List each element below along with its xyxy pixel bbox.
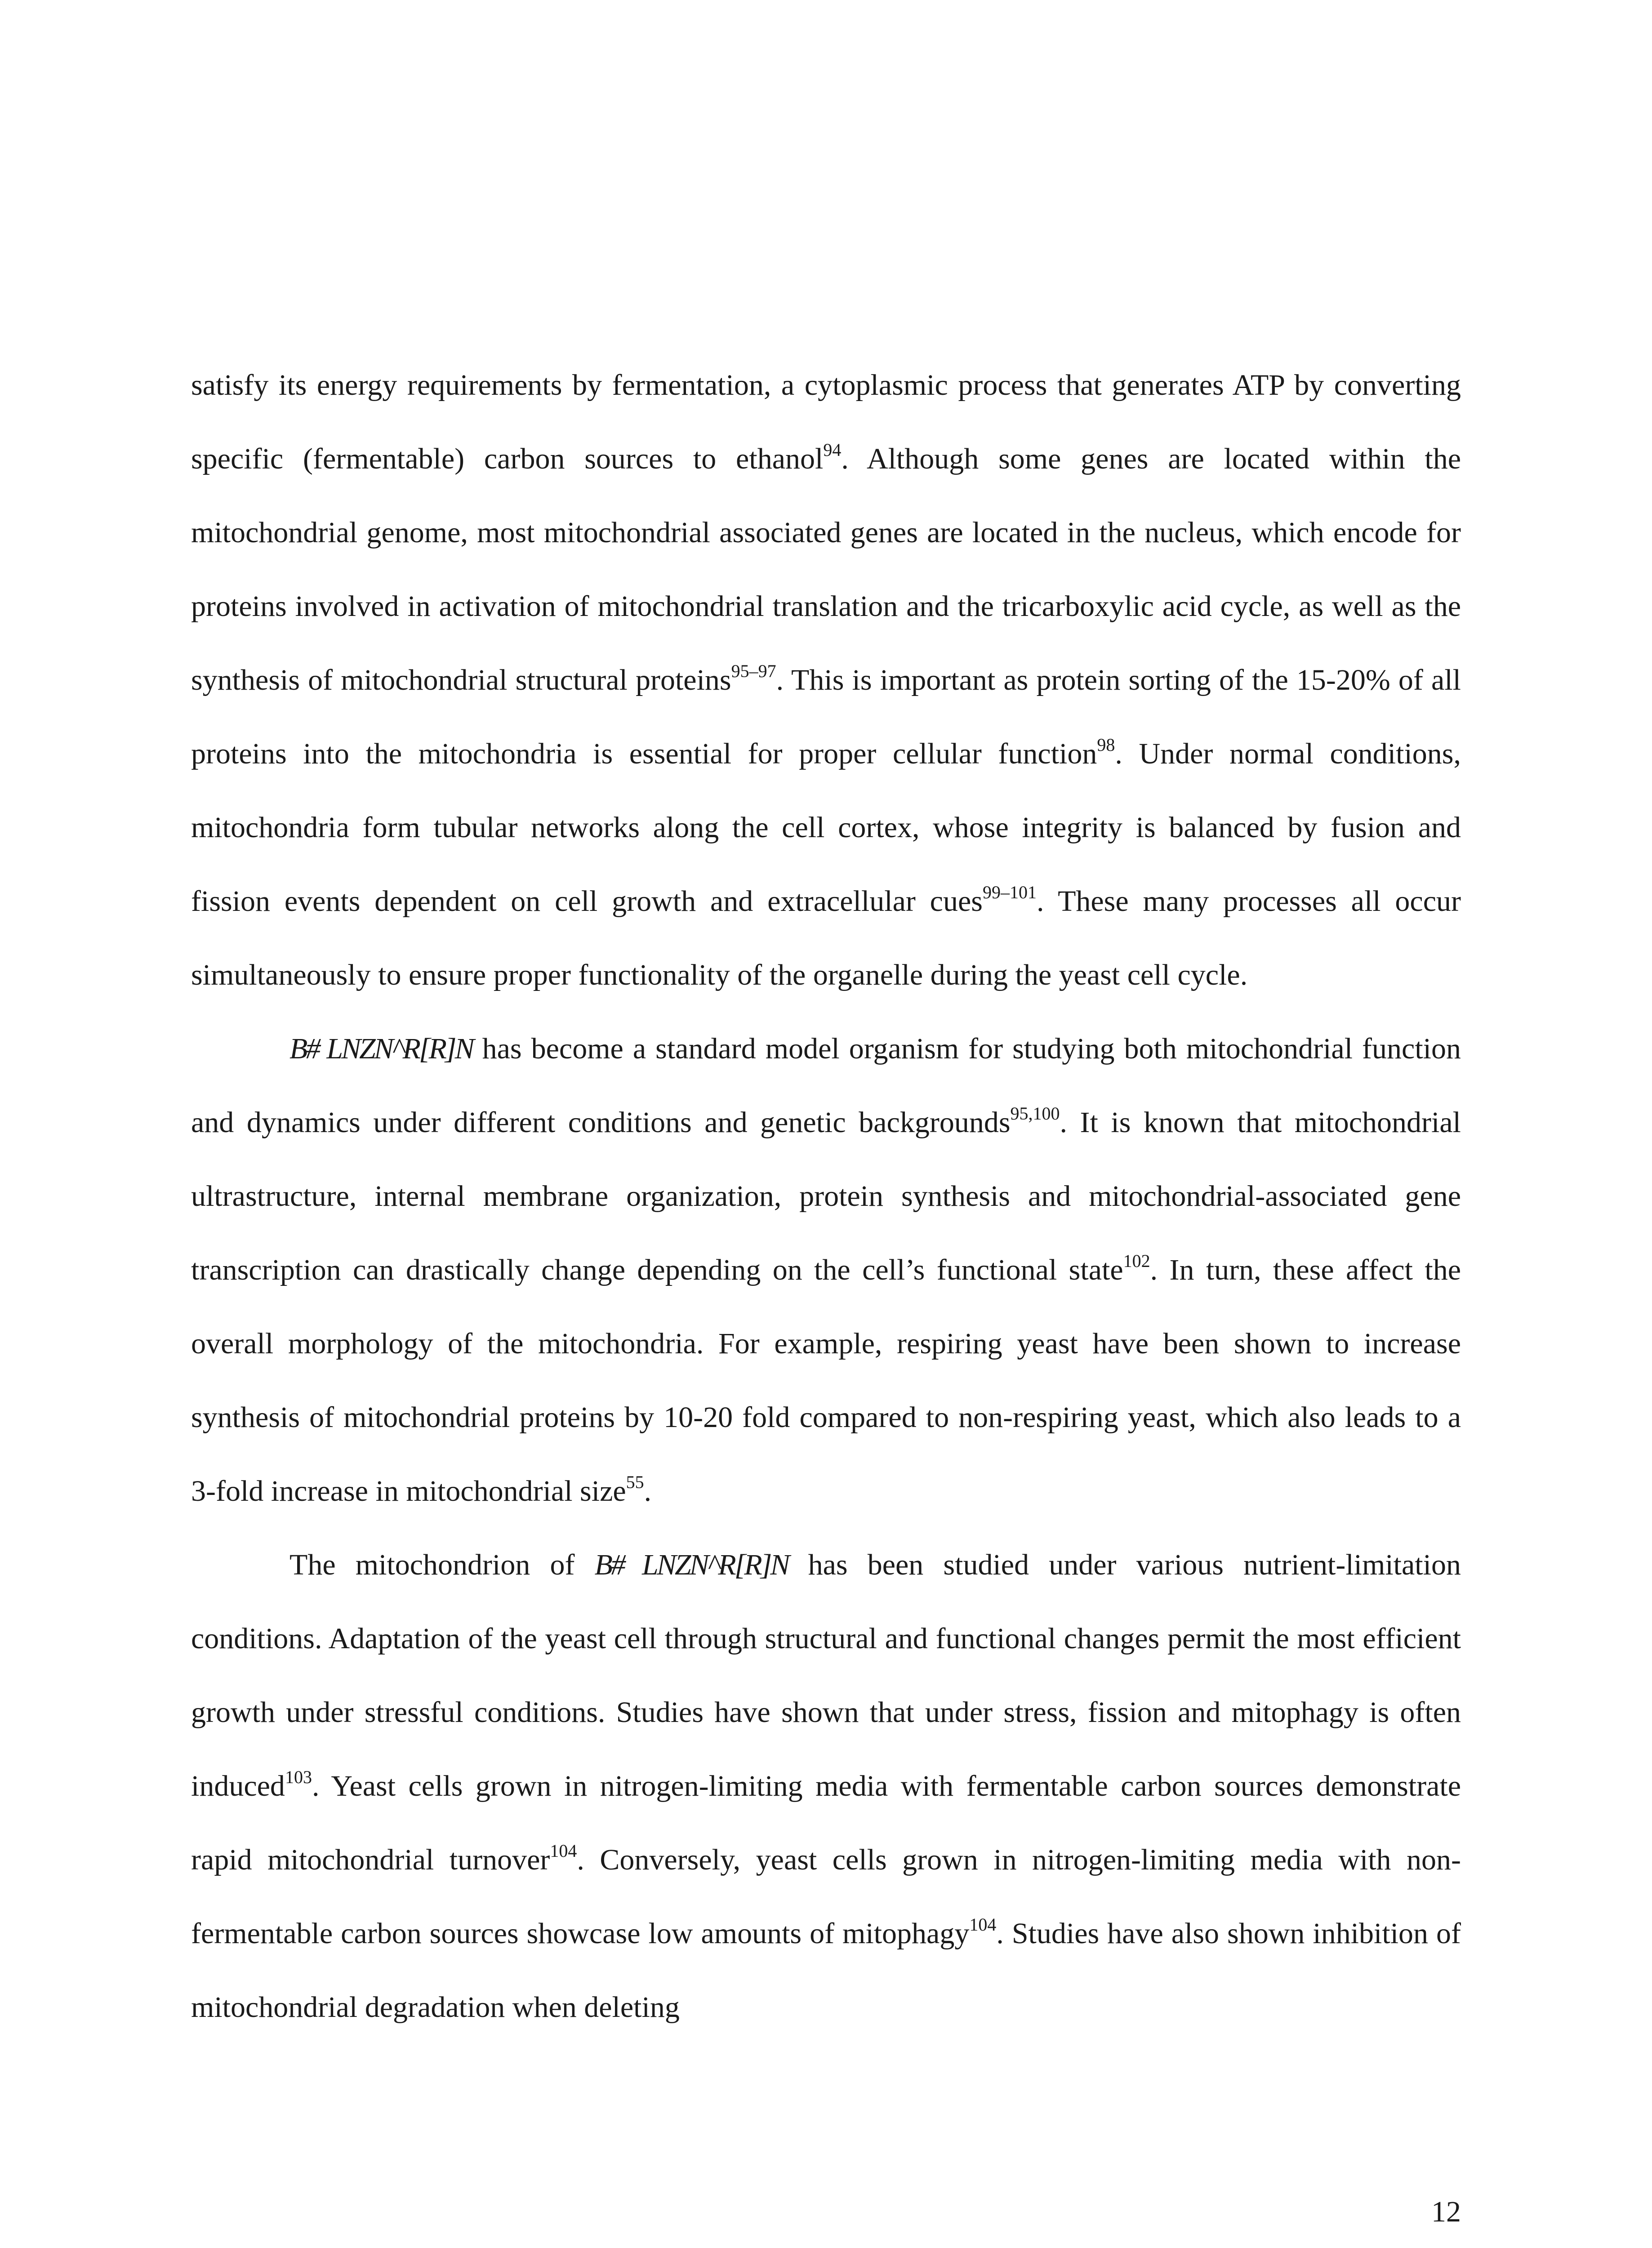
- text-run: . Conversely, yeast cells grown in nitrogen-limiting media with non-fermentable carbon sources showcase low amounts of mitophagy: [191, 1843, 1461, 1950]
- citation-superscript: 103: [285, 1767, 312, 1787]
- text-run: The mitochondrion of: [289, 1548, 595, 1581]
- text-run: satisfy its energy requirements by fermentation, a cytoplasmic process that generates ATP by converting specific (fermentable) carbon sources to ethanol: [191, 369, 1461, 475]
- text-run: . Studies have also shown inhibition of mitochondrial degradation when deleting: [191, 1917, 1461, 2024]
- text-run: .: [644, 1475, 652, 1508]
- citation-superscript: 94: [823, 440, 842, 460]
- text-run: . These many processes all occur simultaneously to ensure proper functionality of the organelle during the yeast cell cycle.: [191, 885, 1461, 991]
- text-run: . Although some genes are located within the mitochondrial genome, most mitochondrial associated genes are located in the nucleus, which encode for proteins involved in activation of mitochondrial translation and the tricarboxylic acid cycle, as well as the synthesis of mitochondrial structural proteins: [191, 442, 1461, 696]
- paragraph-2: [191, 1012, 1461, 1528]
- text-run: . In turn, these affect the overall morphology of the mitochondria. For example, respiring yeast have been shown to increase synthesis of mitochondrial proteins by 10-20 fold compared to non-respiring yeast, which also leads to a 3-fold increase in mitochondrial size: [191, 1253, 1461, 1508]
- text-run: . It is known that mitochondrial ultrastructure, internal membrane organization, protein synthesis and mitochondrial-associated gene transcription can drastically change depending on the cell’s functional state: [191, 1106, 1461, 1286]
- paragraph-1: [191, 348, 1461, 1012]
- citation-superscript: 102: [1123, 1251, 1150, 1271]
- text-run: has been studied under various nutrient-limitation conditions. Adaptation of the yeast cell through structural and functional changes permit the most efficient growth under stressful conditions. Studies have shown that under stress, fission and mitophagy is often induced: [191, 1548, 1461, 1802]
- citation-superscript: 98: [1097, 735, 1115, 755]
- citation-superscript: 104: [969, 1914, 997, 1935]
- citation-superscript: 95,100: [1010, 1103, 1060, 1124]
- species-name: B# LNZN^R[R]N: [594, 1548, 788, 1581]
- text-run: has become a standard model organism for studying both mitochondrial function and dynamics under different conditions and genetic backgrounds: [191, 1032, 1461, 1139]
- paragraph-3: [191, 1528, 1461, 2044]
- citation-superscript: 104: [550, 1841, 577, 1861]
- text-run: . Yeast cells grown in nitrogen-limiting media with fermentable carbon sources demonstrate rapid mitochondrial turnover: [191, 1770, 1461, 1876]
- text-run: . Under normal conditions, mitochondria form tubular networks along the cell cortex, whose integrity is balanced by fusion and fission events dependent on cell growth and extracellular cues: [191, 737, 1461, 918]
- citation-superscript: 99–101: [982, 882, 1037, 902]
- page-number: 12: [1431, 2195, 1461, 2228]
- body-text: [191, 348, 1461, 2044]
- text-run: . This is important as protein sorting of the 15-20% of all proteins into the mitochondria is essential for proper cellular function: [191, 664, 1461, 770]
- citation-superscript: 95–97: [731, 661, 776, 681]
- species-name: B# LNZN^R[R]N: [289, 1032, 473, 1065]
- citation-superscript: 55: [626, 1472, 644, 1492]
